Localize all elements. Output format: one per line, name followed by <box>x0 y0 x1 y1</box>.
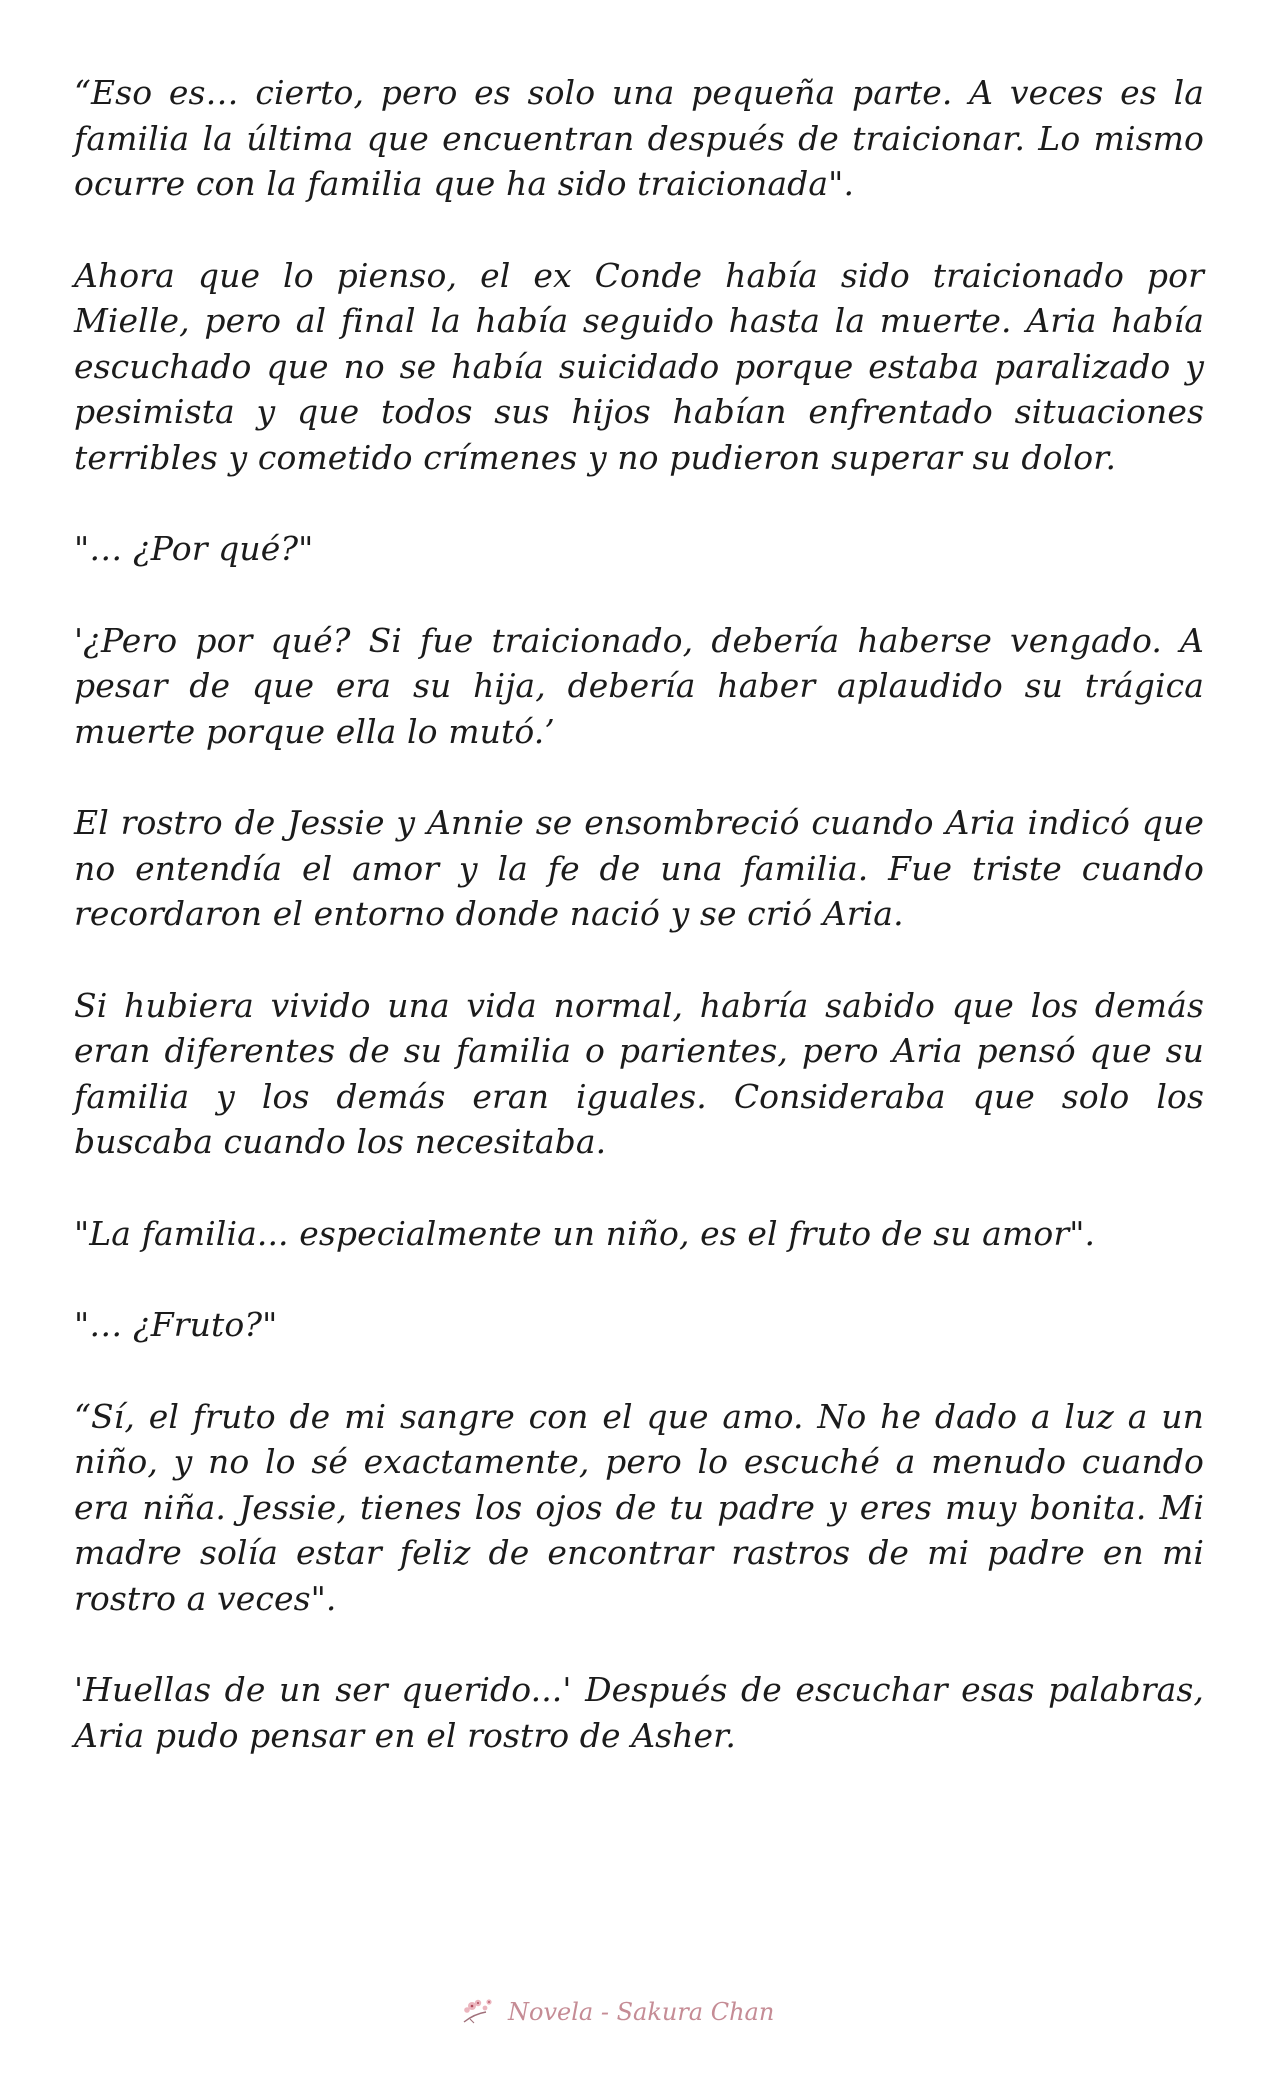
paragraph: “Sí, el fruto de mi sangre con el que amo. No he dado a luz a un niño, y no lo sé exactamente, pero lo escuché a menudo cuando era niña. Jessie, tienes los ojos de tu padre y eres muy bonita. Mi madre solía estar feliz de encontrar rastros de mi padre en mi rostro a veces". <box>74 1396 1204 1618</box>
paragraph: "La familia... especialmente un niño, es el fruto de su amor". <box>74 1213 1096 1253</box>
watermark-text: Novela - Sakura Chan <box>508 1998 775 2026</box>
paragraph: El rostro de Jessie y Annie se ensombreció cuando Aria indicó que no entendía el amor y la fe de una familia. Fue triste cuando recordaron el entorno donde nació y se crió Aria. <box>74 803 1204 933</box>
cherry-blossom-icon <box>458 1992 502 2032</box>
paragraph: '¿Pero por qué? Si fue traicionado, debería haberse vengado. A pesar de que era su hija, debería haber aplaudido su trágica muerte porque ella lo mutó.’ <box>74 620 1204 751</box>
paragraph: Si hubiera vivido una vida normal, habría sabido que los demás eran diferentes de su familia o parientes, pero Aria pensó que su familia y los demás eran iguales. Consideraba que solo los buscaba cuando los necesitaba. <box>74 985 1204 1161</box>
paragraph: 'Huellas de un ser querido...' Después de escuchar esas palabras, Aria pudo pensar en el rostro de Asher. <box>74 1670 1204 1755</box>
paragraph: "… ¿Fruto?" <box>74 1305 278 1344</box>
paragraph: “Eso es… cierto, pero es solo una pequeña parte. A veces es la familia la última que encuentran después de traicionar. Lo mismo ocurre con la familia que ha sido traicionada". <box>74 73 1204 203</box>
document-body <box>74 70 1204 1758</box>
watermark <box>458 1990 838 2034</box>
paragraph: "… ¿Por qué?" <box>74 529 314 568</box>
paragraph: Ahora que lo pienso, el ex Conde había sido traicionado por Mielle, pero al final la había seguido hasta la muerte. Aria había escuchado que no se había suicidado porque estaba paralizado y pesimista y que todos sus hijos habían enfrentado situaciones terribles y cometido crímenes y no pudieron superar su dolor. <box>74 255 1204 477</box>
